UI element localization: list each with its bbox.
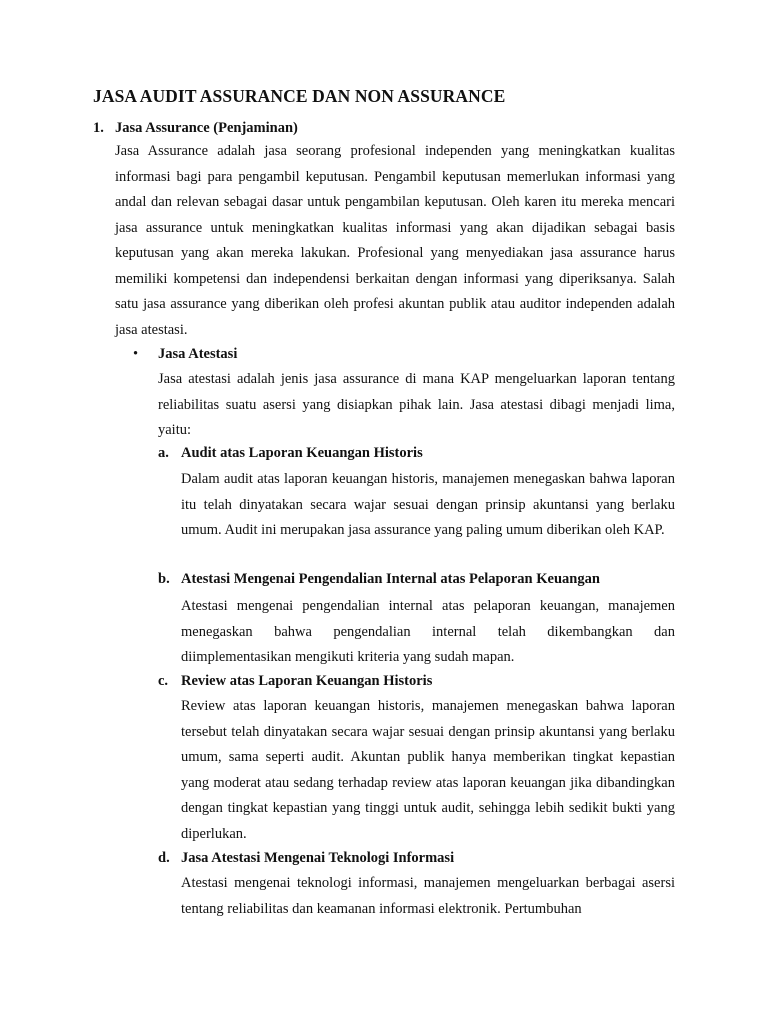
item-paragraph-d: Atestasi mengenai teknologi informasi, manajemen mengeluarkan berbagai asersi tentang reliabilitas dan keamanan informasi elektronik. Pertumbuhan: [181, 875, 675, 917]
item-letter: b.: [158, 571, 170, 587]
item-heading-text: Atestasi Mengenai Pengendalian Internal atas Pelaporan Keuangan: [181, 571, 600, 587]
item-heading-a: [158, 445, 423, 462]
item-heading-c: [158, 673, 432, 690]
item-heading-d: [158, 850, 454, 867]
section-heading-text: Jasa Assurance (Penjaminan): [115, 120, 298, 136]
item-paragraph-c: Review atas laporan keuangan historis, manajemen menegaskan bahwa laporan tersebut telah dinyatakan secara wajar sesuai dengan prinsip akuntansi yang berlaku umum, sama seperti audit. Akuntan publik hanya memberikan tingkat kepastian yang moderat atau sedang terhadap review atas laporan keuangan jika dibandingkan dengan tingkat kepastian yang tinggi untuk audit, sehingga lebih sedikit bukti yang diperlukan.: [181, 698, 675, 842]
bullet-paragraph: Jasa atestasi adalah jenis jasa assurance di mana KAP mengeluarkan laporan tentang reliabilitas suatu asersi yang disiapkan pihak lain. Jasa atestasi dibagi menjadi lima, yaitu:: [158, 371, 675, 438]
bullet-icon: •: [133, 346, 139, 362]
item-heading-text: Jasa Atestasi Mengenai Teknologi Informasi: [181, 850, 455, 866]
item-letter: a.: [158, 445, 169, 461]
item-paragraph-a: Dalam audit atas laporan keuangan historis, manajemen menegaskan bahwa laporan itu telah dinyatakan secara wajar sesuai dengan prinsip akuntansi yang berlaku umum. Audit ini merupakan jasa assurance yang paling umum diberikan oleh KAP.: [181, 471, 675, 538]
page-title: JASA AUDIT ASSURANCE DAN NON ASSURANCE: [93, 86, 506, 106]
item-letter: c.: [158, 673, 169, 689]
item-heading-text: Review atas Laporan Keuangan Historis: [181, 673, 433, 689]
item-letter: d.: [158, 850, 170, 866]
bullet-heading: Jasa Atestasi: [158, 346, 238, 362]
item-heading-text: Audit atas Laporan Keuangan Historis: [181, 445, 423, 461]
item-heading-b: [158, 571, 600, 588]
section-number: 1.: [93, 120, 104, 136]
section-paragraph: Jasa Assurance adalah jasa seorang profesional independen yang meningkatkan kualitas informasi bagi para pengambil keputusan. Pengambil keputusan memerlukan informasi yang andal dan relevan sebagai dasar untuk pengambilan keputusan. Oleh karen itu mereka mencari jasa assurance untuk meningkatkan kualitas informasi yang akan dijadikan sebagai basis keputusan yang akan mereka lakukan. Profesional yang menyediakan jasa assurance harus memiliki kompetensi dan independensi berkaitan dengan informasi yang diperiksanya. Salah satu jasa assurance yang diberikan oleh profesi akuntan publik atau auditor independen adalah jasa atestasi.: [115, 143, 675, 338]
section-heading: [93, 120, 298, 137]
item-paragraph-b: Atestasi mengenai pengendalian internal atas pelaporan keuangan, manajemen menegaskan bahwa pengendalian internal telah dikembangkan dan diimplementasikan mengikuti kriteria yang sudah mapan.: [181, 598, 675, 665]
